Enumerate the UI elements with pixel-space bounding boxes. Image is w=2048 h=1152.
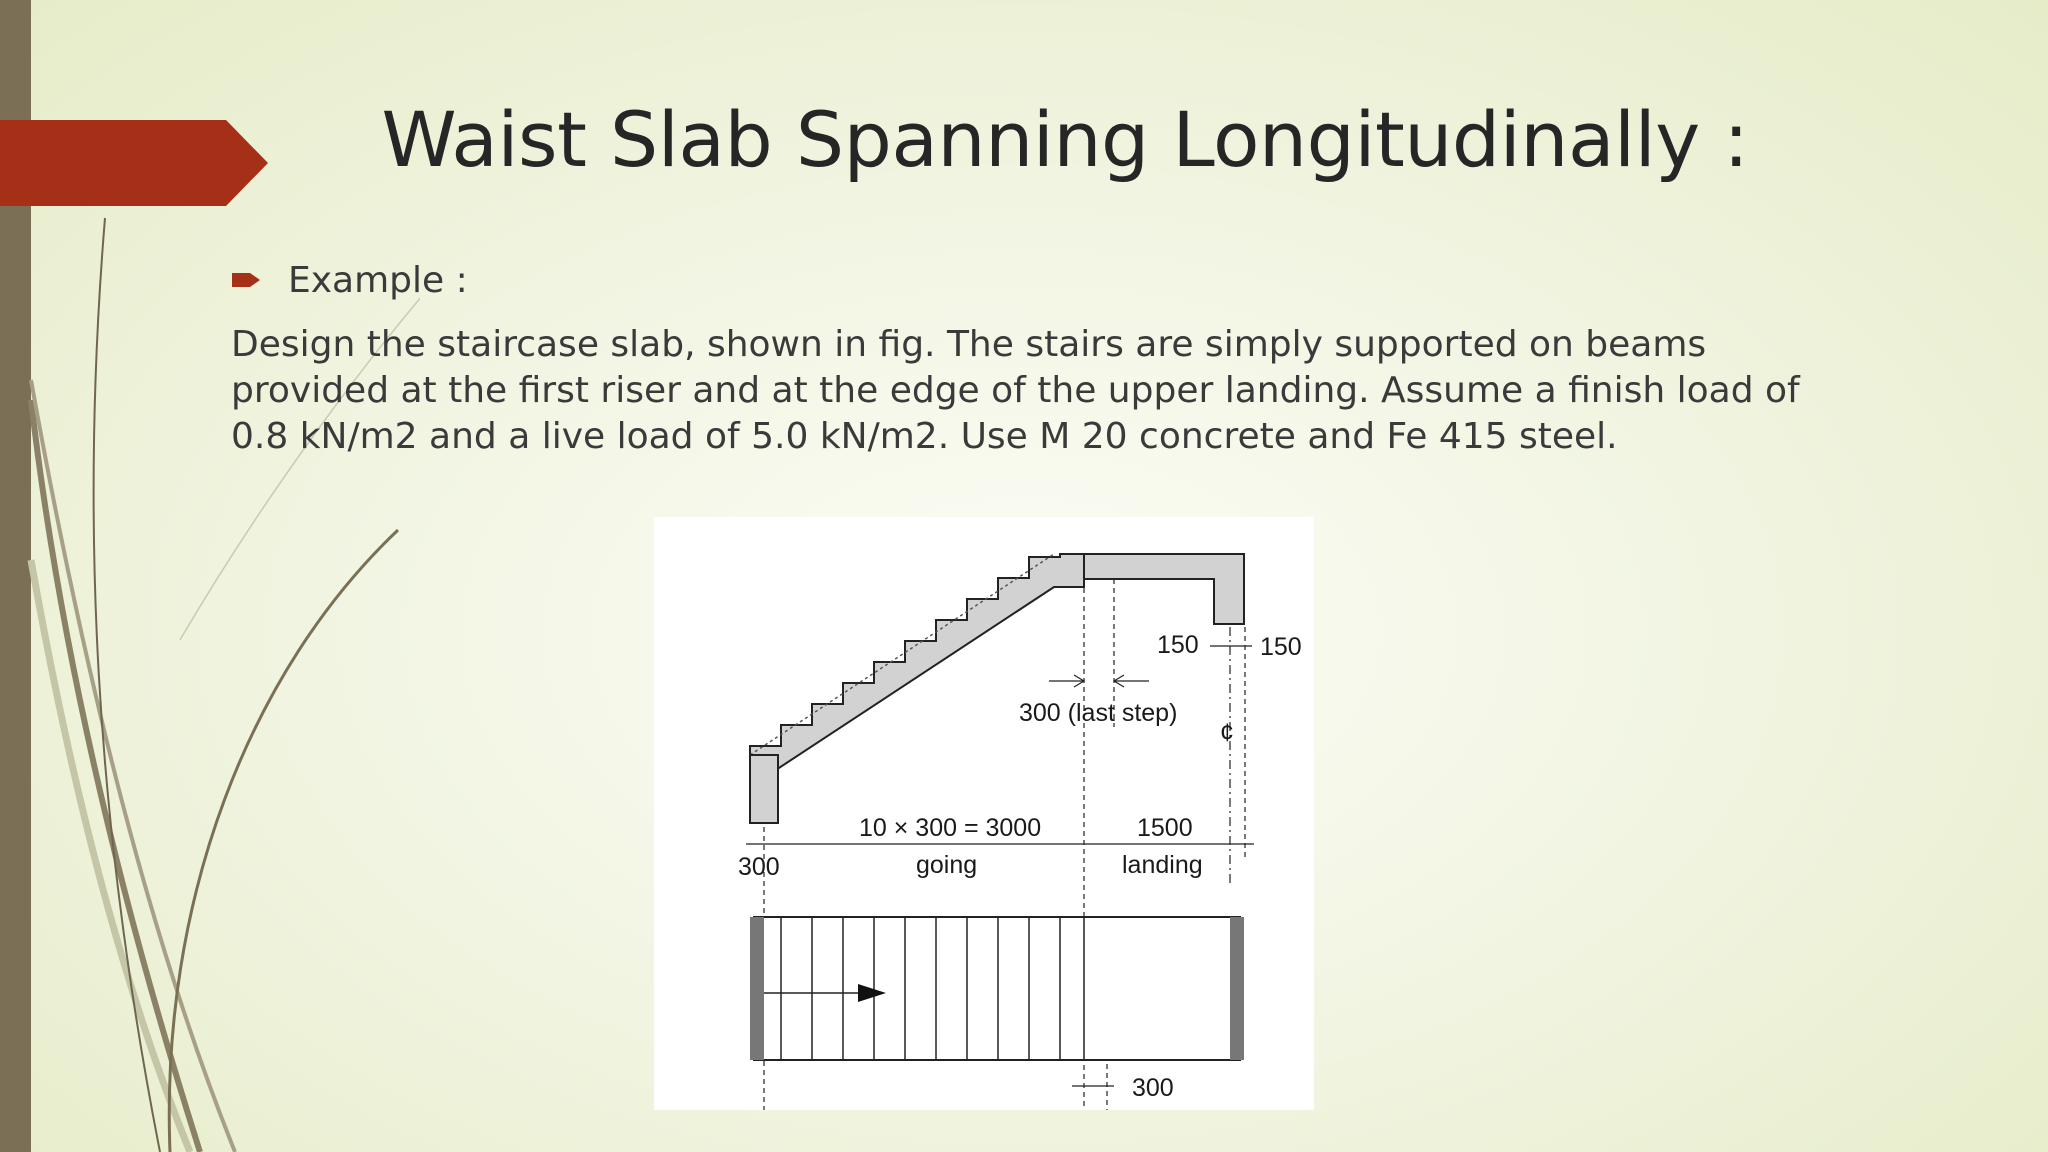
centerline-symbol: ¢ <box>1220 719 1234 747</box>
label-landing: landing <box>1122 851 1203 879</box>
staircase-figure <box>654 517 1314 1110</box>
label-going: going <box>916 851 978 879</box>
waist-slab-elevation <box>750 554 1084 787</box>
plan-support-left <box>750 917 764 1060</box>
problem-statement <box>231 322 1800 460</box>
staircase-diagram <box>654 517 1314 1110</box>
dim-landing: 1500 <box>1137 814 1193 842</box>
upper-landing-slab <box>1084 554 1244 624</box>
dim-bottom: 300 <box>1132 1074 1174 1102</box>
bullet-item <box>232 256 468 304</box>
dim-last-step: 300 (last step) <box>1019 699 1178 727</box>
plan-outline <box>754 917 1240 1060</box>
paragraph-line: Design the staircase slab, shown in fig. The stairs are simply supported on beams <box>231 324 1707 365</box>
bullet-label: Example : <box>288 259 468 301</box>
paragraph-line: provided at the first riser and at the edge of the upper landing. Assume a finish load of <box>231 370 1800 411</box>
dim-going: 10 × 300 = 3000 <box>859 814 1042 842</box>
dim-first-step: 300 <box>738 853 780 881</box>
plan-support-right <box>1230 917 1244 1060</box>
page-title: Waist Slab Spanning Longitudinally : <box>381 95 1749 184</box>
paragraph-line: 0.8 kN/m2 and a live load of 5.0 kN/m2. Use M 20 concrete and Fe 415 steel. <box>231 416 1618 457</box>
first-riser-support <box>750 755 778 823</box>
bullet-arrow-icon <box>232 270 262 290</box>
dim-150-left: 150 <box>1157 631 1199 659</box>
dim-150-right: 150 <box>1260 633 1302 661</box>
